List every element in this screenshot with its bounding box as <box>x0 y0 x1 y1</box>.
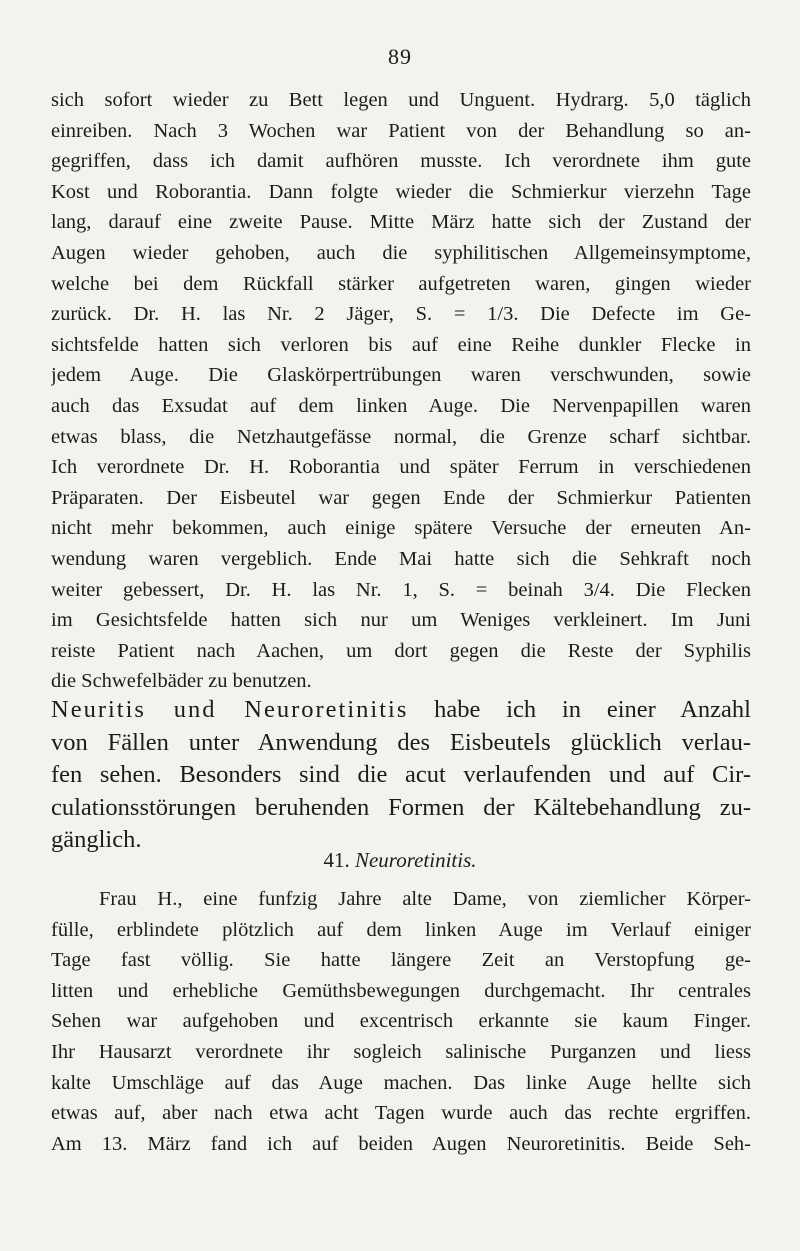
text-line: etwas auf, aber nach etwa acht Tagen wurde auch das rechte ergriffen. <box>51 1102 751 1125</box>
text-line: jedem Auge. Die Glaskörpertrübungen waren verschwunden, sowie <box>51 364 751 387</box>
section-title: Neuroretinitis. <box>354 848 477 872</box>
text-line: Ihr Hausarzt verordnete ihr sogleich salinische Purganzen und liess <box>51 1040 751 1063</box>
text-line: Tage fast völlig. Sie hatte längere Zeit an Verstopfung ge- <box>51 949 751 972</box>
text-line: weiter gebessert, Dr. H. las Nr. 1, S. = beinah 3/4. Die Flecken <box>51 578 751 601</box>
text-line: Kost und Roborantia. Dann folgte wieder die Schmierkur vierzehn Tage <box>51 180 751 203</box>
text-line: die Schwefelbäder zu benutzen. <box>51 670 312 693</box>
text-line: fen sehen. Besonders sind die acut verlaufenden und auf Cir- <box>51 761 751 788</box>
page-number: 89 <box>388 44 412 69</box>
paragraph-case-continuation <box>51 85 751 697</box>
text-line: von Fällen unter Anwendung des Eisbeutels glücklich verlau- <box>51 728 751 756</box>
text-line: auch das Exsudat auf dem linken Auge. Die Nervenpapillen waren <box>51 394 751 417</box>
text-line: gänglich. <box>51 826 142 853</box>
text-line: Neuritis und Neuroretinitis habe ich in einer Anzahl <box>51 696 751 723</box>
text-line: litten und erhebliche Gemüthsbewegungen durchgemacht. Ihr centrales <box>51 979 751 1002</box>
text-line: nicht mehr bekommen, auch einige spätere Versuche der erneuten An- <box>51 517 751 540</box>
text-line: Augen wieder gehoben, auch die syphilitischen Allgemeinsymptome, <box>51 241 751 264</box>
text-line: kalte Umschläge auf das Auge machen. Das linke Auge hellte sich <box>51 1071 751 1094</box>
section-heading <box>0 848 800 873</box>
text-line: lang, darauf eine zweite Pause. Mitte März hatte sich der Zustand der <box>51 211 751 234</box>
emphasized-term: Neuritis und Neuroretinitis <box>51 696 409 723</box>
text-line: im Gesichtsfelde hatten sich nur um Weniges verkleinert. Im Juni <box>51 609 751 632</box>
paragraph-neuritis-remark <box>51 694 751 857</box>
text-line: culationsstörungen beruhenden Formen der Kältebehandlung zu- <box>51 793 751 821</box>
text-line: welche bei dem Rückfall stärker aufgetreten waren, gingen wieder <box>51 272 751 295</box>
section-number: 41. <box>323 848 350 872</box>
text-line: Ich verordnete Dr. H. Roborantia und später Ferrum in verschiedenen <box>51 456 751 479</box>
paragraph-case-41 <box>51 884 751 1159</box>
text-line: etwas blass, die Netzhautgefässe normal, die Grenze scharf sichtbar. <box>51 425 751 448</box>
text-line: sich sofort wieder zu Bett legen und Unguent. Hydrarg. 5,0 täglich <box>51 89 751 111</box>
text-line: Präparaten. Der Eisbeutel war gegen Ende der Schmierkur Patienten <box>51 486 751 509</box>
text-line: Frau H., eine funfzig Jahre alte Dame, von ziemlicher Körper- <box>99 888 751 910</box>
text-line: wendung waren vergeblich. Ende Mai hatte sich die Sehkraft noch <box>51 547 751 570</box>
text-line: fülle, erblindete plötzlich auf dem linken Auge im Verlauf einiger <box>51 918 751 941</box>
text-line: Am 13. März fand ich auf beiden Augen Neuroretinitis. Beide Seh- <box>51 1132 751 1155</box>
text-line: reiste Patient nach Aachen, um dort gegen die Reste der Syphilis <box>51 639 751 662</box>
text-line: sichtsfelde hatten sich verloren bis auf eine Reihe dunkler Flecke in <box>51 333 751 356</box>
text-line: einreiben. Nach 3 Wochen war Patient von der Behandlung so an- <box>51 119 751 142</box>
text-line: Sehen war aufgehoben und excentrisch erkannte sie kaum Finger. <box>51 1010 751 1033</box>
text-line: zurück. Dr. H. las Nr. 2 Jäger, S. = 1/3. Die Defecte im Ge- <box>51 303 751 326</box>
text-line: gegriffen, dass ich damit aufhören musste. Ich verordnete ihm gute <box>51 150 751 173</box>
